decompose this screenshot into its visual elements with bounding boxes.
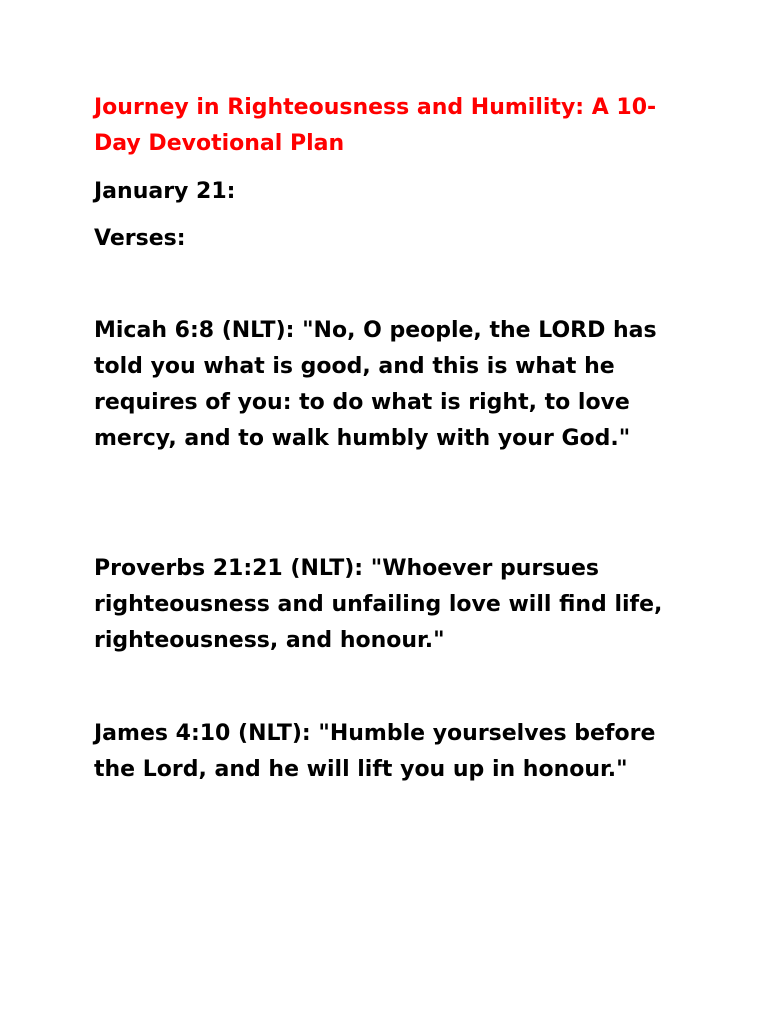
verse-james: James 4:10 (NLT): "Humble yourselves before the Lord, and he will lift you up in honour.": [94, 721, 656, 782]
entry-date: January 21:: [94, 179, 236, 204]
document-page: [94, 90, 694, 782]
verse-micah: Micah 6:8 (NLT): "No, O people, the LORD has told you what is good, and this is what he requires of you: to do what is right, to love mercy, and to walk humbly with your God.": [94, 318, 657, 451]
verse-proverbs: Proverbs 21:21 (NLT): "Whoever pursues righteousness and unfailing love will find life, righteousness, and honour.": [94, 556, 663, 653]
verses-heading: Verses:: [94, 226, 186, 251]
document-title: Journey in Righteousness and Humility: A 10-Day Devotional Plan: [94, 95, 657, 156]
